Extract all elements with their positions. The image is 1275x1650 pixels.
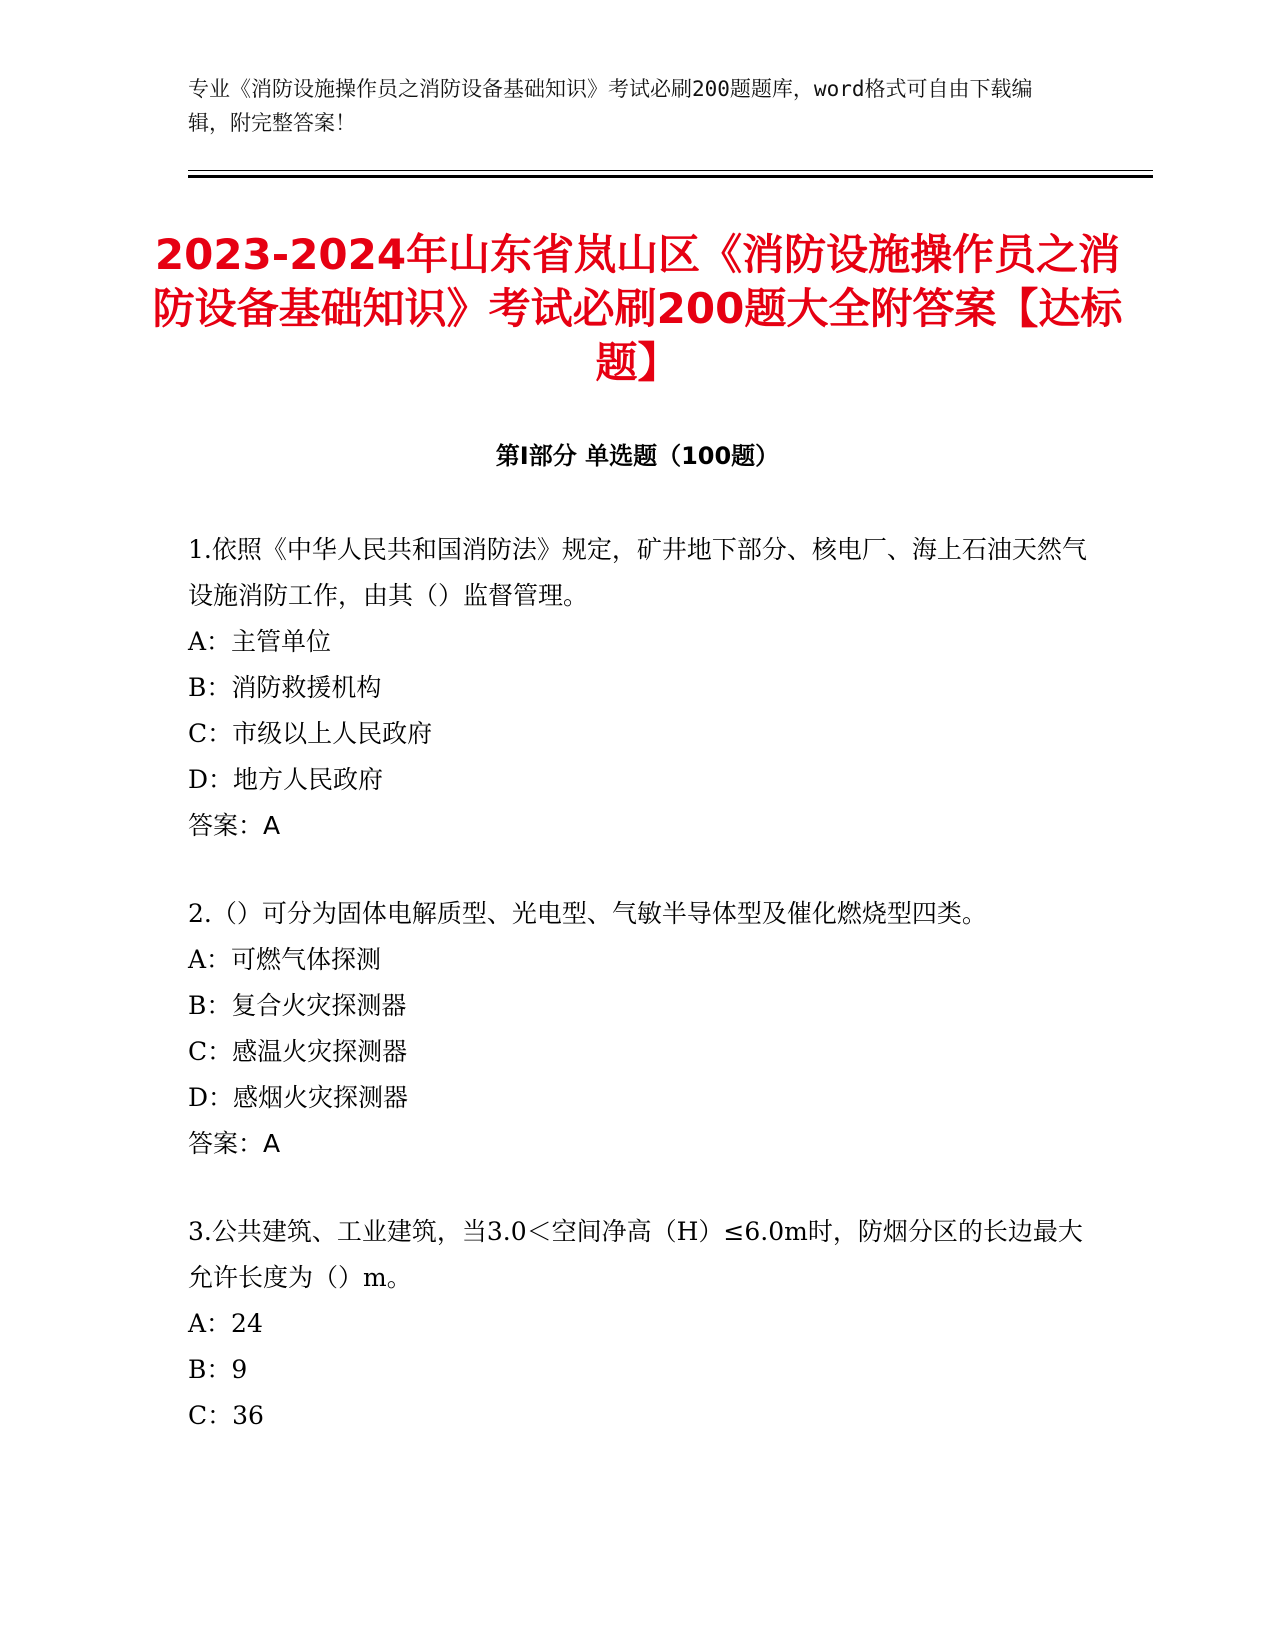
header-note: 专业《消防设施操作员之消防设备基础知识》考试必刷200题题库，word格式可自由下载编辑，附完整答案！ [188,77,1033,135]
answer-line: 答案：A [188,1129,281,1158]
option-c: C：感温火灾探测器 [188,1037,408,1066]
option-b: B：消防救援机构 [188,673,382,702]
answer-line: 答案：A [188,811,281,840]
option-a: A：可燃气体探测 [188,945,382,974]
option-a: A：24 [188,1309,263,1338]
option-d: D：感烟火灾探测器 [188,1083,409,1112]
option-c: C：36 [188,1401,264,1430]
document-title: 2023-2024年山东省岚山区《消防设施操作员之消防设备基础知识》考试必刷200题大全附答案【达标题】 [152,230,1123,387]
section-heading: 第Ⅰ部分 单选题（100题） [495,442,780,470]
option-c: C：市级以上人民政府 [188,719,433,748]
question-stem: 1.依照《中华人民共和国消防法》规定，矿井地下部分、核电厂、海上石油天然气设施消防工作，由其（）监督管理。 [188,535,1087,610]
question-2 [188,891,1088,1167]
header-divider-thick [188,175,1153,178]
question-3 [188,1209,1088,1439]
header-divider-thin [188,170,1153,171]
question-stem: 3.公共建筑、工业建筑，当3.0＜空间净高（H）≤6.0m时，防烟分区的长边最大允许长度为（）m。 [188,1217,1083,1292]
option-b: B：复合火灾探测器 [188,991,407,1020]
option-b: B：9 [188,1355,248,1384]
option-a: A：主管单位 [188,627,332,656]
question-stem: 2.（）可分为固体电解质型、光电型、气敏半导体型及催化燃烧型四类。 [188,899,987,928]
question-1 [188,527,1088,849]
question-list [188,527,1088,1481]
option-d: D：地方人民政府 [188,765,384,794]
